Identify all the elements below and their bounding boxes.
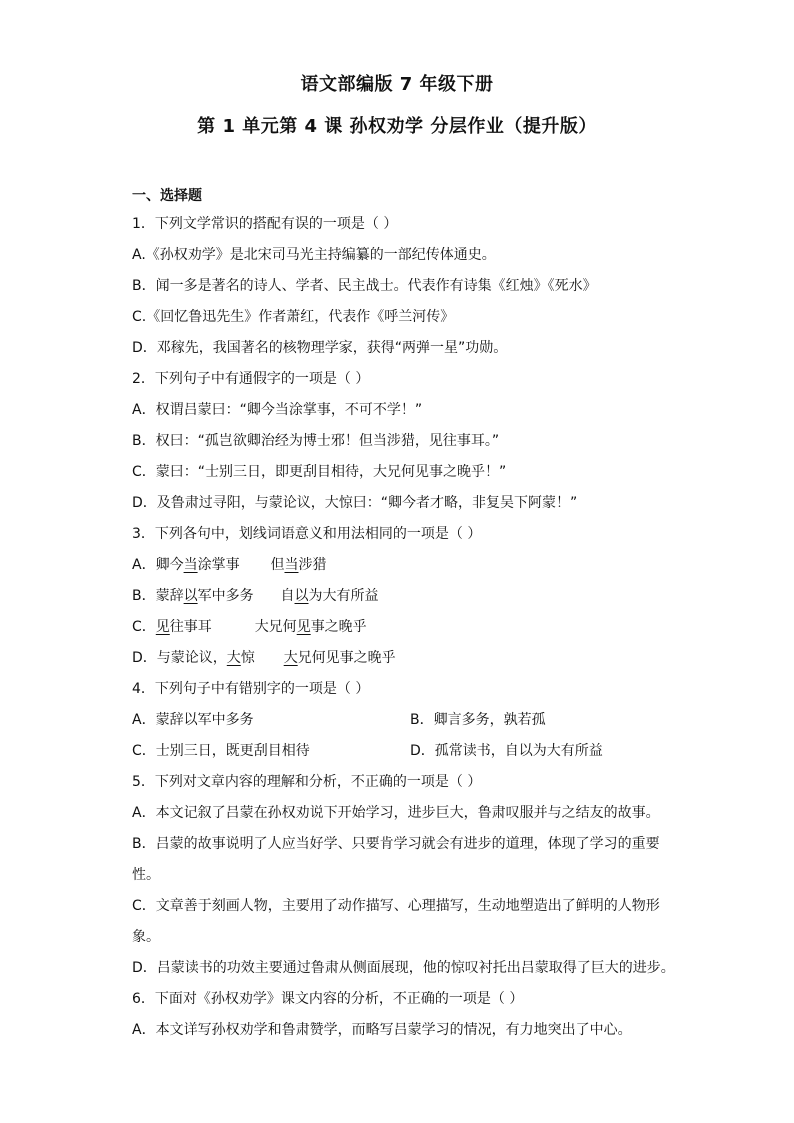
underlined-word: 以	[294, 588, 309, 604]
underlined-word: 当	[284, 557, 299, 573]
phrase-text: 往事耳	[169, 619, 212, 635]
underlined-word: 见	[155, 619, 170, 635]
question-4-option-b: B．卿言多务，孰若孤	[410, 712, 546, 728]
phrase-text: 涂掌事	[197, 557, 240, 573]
phrase-text: 与蒙论议，	[156, 650, 227, 666]
underlined-word: 见	[296, 619, 311, 635]
question-1-stem: 1．下列文学常识的搭配有误的一项是（ ）	[132, 216, 398, 232]
option-letter: A．	[132, 557, 156, 573]
question-4-option-a: A．蒙辞以军中多务	[132, 712, 254, 728]
question-6-stem: 6．下面对《孙权劝学》课文内容的分析，不正确的一项是（ ）	[132, 991, 524, 1007]
question-1-option-d: D．邓稼先，我国著名的核物理学家，获得“两弹一星”功勋。	[132, 340, 508, 356]
phrase-text: 大兄何	[254, 619, 297, 635]
question-5-option-b-line-2: 性。	[132, 867, 160, 883]
phrase-text: 卿今	[155, 557, 184, 573]
phrase-text: 军中多务	[197, 588, 254, 604]
question-2-stem: 2．下列句子中有通假字的一项是（ ）	[132, 371, 370, 387]
phrase-text: 兄何见事之晚乎	[297, 650, 396, 666]
underlined-word: 当	[183, 557, 198, 573]
underlined-word: 大	[226, 650, 241, 666]
option-letter: C．	[132, 619, 156, 635]
question-6-option-a: A．本文详写孙权劝学和鲁肃赞学，而略写吕蒙学习的情况，有力地突出了中心。	[132, 1022, 632, 1038]
question-4-stem: 4．下列句子中有错别字的一项是（ ）	[132, 681, 370, 697]
question-5-option-a: A．本文记叙了吕蒙在孙权劝说下开始学习，进步巨大，鲁肃叹服并与之结友的故事。	[132, 805, 660, 821]
phrase-text: 惊	[240, 650, 255, 666]
question-5-stem: 5．下列对文章内容的理解和分析，不正确的一项是（ ）	[132, 774, 482, 790]
question-4-option-d: D．孤常读书，自以为大有所益	[410, 743, 603, 759]
question-5-option-c-line-1: C．文章善于刻画人物，主要用了动作描写、心理描写，生动地塑造出了鲜明的人物形	[132, 898, 660, 914]
question-5-option-b-line-1: B．吕蒙的故事说明了人应当好学、只要肯学习就会有进步的道理，体现了学习的重要	[132, 836, 660, 852]
question-2-option-c: C．蒙曰：“士别三日，即更刮目相待，大兄何见事之晚乎！”	[132, 464, 507, 480]
question-4-row-2	[132, 741, 652, 761]
question-5-option-c-line-2: 象。	[132, 929, 160, 945]
question-3-option-d	[132, 648, 396, 668]
question-2-option-d: D．及鲁肃过寻阳，与蒙论议，大惊曰：“卿今者才略，非复吴下阿蒙！”	[132, 495, 578, 511]
question-1-option-a: A.《孙权劝学》是北宋司马光主持编纂的一部纪传体通史。	[132, 247, 496, 263]
question-4-row-1	[132, 710, 652, 730]
question-1-option-c: C.《回忆鲁迅先生》作者萧红，代表作《呼兰河传》	[132, 309, 455, 325]
question-5-option-d: D．吕蒙读书的功效主要通过鲁肃从侧面展现，他的惊叹衬托出吕蒙取得了巨大的进步。	[132, 960, 675, 976]
question-3-stem: 3．下列各句中，划线词语意义和用法相同的一项是（ ）	[132, 526, 482, 542]
phrase-text: 自	[280, 588, 295, 604]
question-3-option-c	[132, 617, 367, 637]
question-2-option-b: B．权曰：“孤岂欲卿治经为博士邪！但当涉猎，见往事耳。”	[132, 433, 500, 449]
phrase-text: 蒙辞	[155, 588, 184, 604]
document-subtitle: 第 1 单元第 4 课 孙权劝学 分层作业（提升版）	[197, 116, 597, 137]
underlined-word: 以	[183, 588, 198, 604]
question-2-option-a: A．权谓吕蒙曰：“卿今当涂掌事，不可不学！”	[132, 402, 423, 418]
option-letter: B．	[132, 588, 156, 604]
phrase-text: 事之晚乎	[310, 619, 367, 635]
question-3-option-b	[132, 586, 379, 606]
question-4-option-c: C．士别三日，既更刮目相待	[132, 743, 310, 759]
phrase-text: 涉猎	[298, 557, 327, 573]
phrase-text: 为大有所益	[308, 588, 379, 604]
question-1-option-b: B．闻一多是著名的诗人、学者、民主战士。代表作有诗集《红烛》《死水》	[132, 278, 597, 294]
question-3-option-a	[132, 555, 326, 575]
underlined-word: 大	[283, 650, 298, 666]
phrase-text: 但	[270, 557, 285, 573]
document-title: 语文部编版 7 年级下册	[300, 74, 494, 95]
section-heading: 一、选择题	[132, 188, 202, 204]
option-letter: D．	[132, 650, 157, 666]
